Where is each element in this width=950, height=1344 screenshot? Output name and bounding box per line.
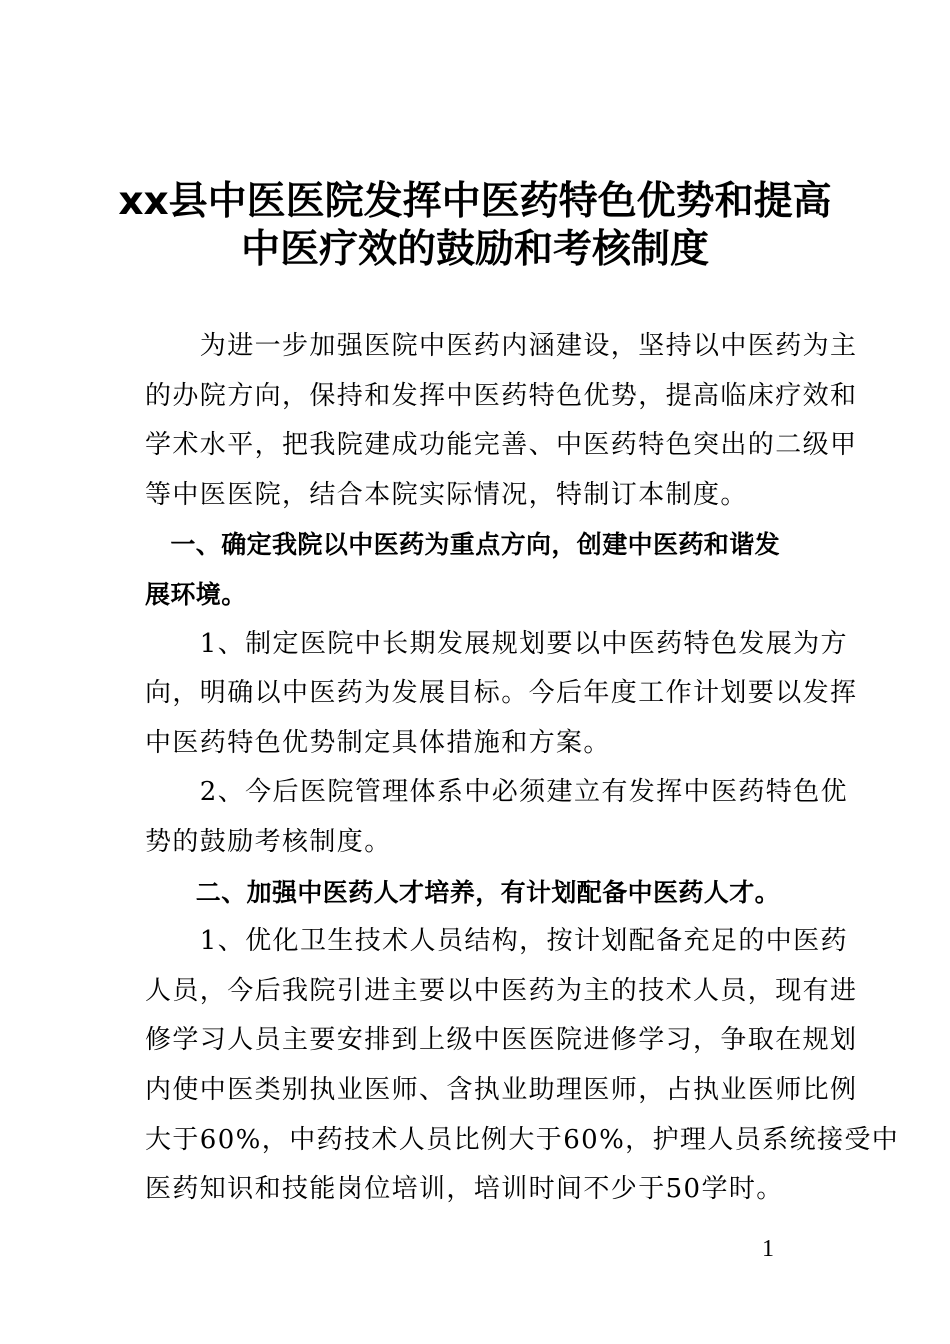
- paragraph-line: 内使中医类别执业医师、含执业助理医师，占执业医师比例: [145, 1074, 858, 1105]
- paragraph-line: 的办院方向，保持和发挥中医药特色优势，提高临床疗效和: [145, 380, 858, 411]
- page-number: 1: [762, 1236, 774, 1262]
- paragraph-line: 中医药特色优势制定具体措施和方案。: [145, 727, 611, 758]
- document-title-line-2: 中医疗效的鼓励和考核制度: [240, 227, 709, 272]
- paragraph-line: 向，明确以中医药为发展目标。今后年度工作计划要以发挥: [145, 678, 858, 709]
- section-heading-1: 一、确定我院以中医药为重点方向，创建中医药和谐发: [145, 530, 781, 560]
- paragraph-line: 修学习人员主要安排到上级中医医院进修学习，争取在规划: [145, 1025, 858, 1056]
- paragraph-line: 2、今后医院管理体系中必须建立有发挥中医药特色优: [145, 777, 848, 808]
- document-body: [145, 322, 900, 1215]
- paragraph-line: 人员，今后我院引进主要以中医药为主的技术人员，现有进: [145, 975, 858, 1006]
- paragraph-line: 1、制定医院中长期发展规划要以中医药特色发展为方: [145, 628, 848, 659]
- paragraph-line: 大于60%，中药技术人员比例大于60%，护理人员系统接受中: [145, 1124, 900, 1155]
- paragraph-line: 为进一步加强医院中医药内涵建设，坚持以中医药为主: [145, 331, 858, 361]
- document-title-line-1: xx县中医医院发挥中医药特色优势和提高: [118, 179, 832, 224]
- paragraph-line: 等中医医院，结合本院实际情况，特制订本制度。: [145, 479, 748, 510]
- paragraph-line: 势的鼓励考核制度。: [145, 826, 392, 857]
- section-heading-2: 二、加强中医药人才培养，有计划配备中医药人才。: [145, 877, 781, 907]
- section-heading-1-cont: 展环境。: [145, 579, 247, 609]
- paragraph-line: 学术水平，把我院建成功能完善、中医药特色突出的二级甲: [145, 430, 858, 461]
- paragraph-line: 1、优化卫生技术人员结构，按计划配备充足的中医药: [145, 926, 848, 957]
- paragraph-line: 医药知识和技能岗位培训，培训时间不少于50学时。: [145, 1174, 784, 1205]
